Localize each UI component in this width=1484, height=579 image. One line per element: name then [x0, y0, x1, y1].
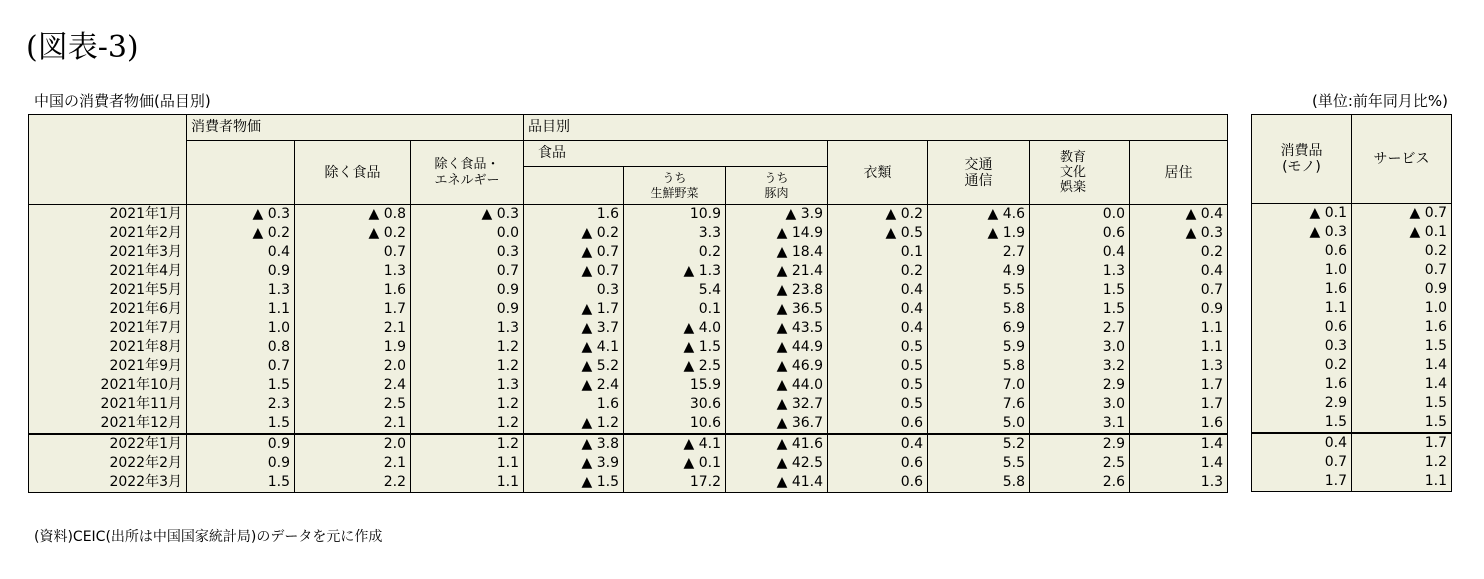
month-cell: 2021年12月 [29, 414, 187, 434]
value-cell: 1.3 [187, 281, 295, 300]
education-line3: 娯楽 [1060, 180, 1087, 195]
value-cell: 0.4 [828, 434, 928, 454]
value-cell: 0.4 [828, 281, 928, 300]
value-cell: 1.5 [1352, 413, 1452, 433]
month-header [29, 115, 187, 205]
value-cell: 0.6 [828, 473, 928, 493]
value-cell: 0.7 [295, 243, 411, 262]
value-cell: 1.6 [1252, 280, 1352, 299]
value-cell: ▲ 3.9 [726, 205, 828, 225]
value-cell: 0.4 [1130, 262, 1228, 281]
value-cell: 2.7 [1030, 319, 1130, 338]
value-cell: 1.1 [411, 454, 524, 473]
month-cell: 2021年7月 [29, 319, 187, 338]
value-cell: 1.3 [1130, 473, 1228, 493]
value-cell: 3.2 [1030, 357, 1130, 376]
value-cell: ▲ 0.1 [624, 454, 726, 473]
value-cell: 2.4 [295, 376, 411, 395]
value-cell: 0.8 [187, 338, 295, 357]
table-row [29, 338, 1228, 357]
value-cell: 1.5 [1030, 281, 1130, 300]
value-cell: ▲ 21.4 [726, 262, 828, 281]
value-cell: 5.8 [928, 357, 1030, 376]
source-note: (資料)CEIC(出所は中国国家統計局)のデータを元に作成 [34, 529, 383, 545]
value-cell: ▲ 0.5 [828, 224, 928, 243]
value-cell: ▲ 0.8 [295, 205, 411, 225]
value-cell: 0.0 [1030, 205, 1130, 225]
ex-food-energy-line1: 除く食品・ [434, 156, 500, 172]
value-cell: 5.5 [928, 454, 1030, 473]
value-cell: 1.7 [1130, 395, 1228, 414]
value-cell: ▲ 3.8 [524, 434, 624, 454]
value-cell: ▲ 46.9 [726, 357, 828, 376]
cpi-group-header: 消費者物価 [187, 115, 524, 141]
value-cell: 10.9 [624, 205, 726, 225]
table-row [29, 395, 1228, 414]
value-cell: ▲ 0.3 [187, 205, 295, 225]
month-cell: 2022年2月 [29, 454, 187, 473]
month-cell: 2021年8月 [29, 338, 187, 357]
value-cell: 1.7 [1252, 472, 1352, 492]
goods-header [1252, 115, 1352, 204]
value-cell: 2.9 [1030, 376, 1130, 395]
value-cell: 1.1 [187, 300, 295, 319]
value-cell: 0.3 [524, 281, 624, 300]
value-cell: 2.1 [295, 319, 411, 338]
value-cell: ▲ 3.9 [524, 454, 624, 473]
value-cell: ▲ 1.9 [928, 224, 1030, 243]
table-row [1252, 223, 1452, 242]
value-cell: 1.7 [295, 300, 411, 319]
value-cell: 1.3 [411, 376, 524, 395]
value-cell: 0.6 [1030, 224, 1130, 243]
table-row [1252, 394, 1452, 413]
cpi-table [28, 114, 1228, 493]
value-cell: ▲ 14.9 [726, 224, 828, 243]
table-row [1252, 280, 1452, 299]
value-cell: 1.6 [1252, 375, 1352, 394]
value-cell: 1.3 [295, 262, 411, 281]
value-cell: 0.9 [411, 300, 524, 319]
value-cell: 2.2 [295, 473, 411, 493]
value-cell: 1.1 [1130, 319, 1228, 338]
value-cell: ▲ 41.4 [726, 473, 828, 493]
value-cell: 0.1 [624, 300, 726, 319]
value-cell: 1.0 [1352, 299, 1452, 318]
value-cell: ▲ 44.0 [726, 376, 828, 395]
value-cell: 2.1 [295, 454, 411, 473]
veg-line2: 生鮮野菜 [650, 185, 699, 200]
value-cell: 5.0 [928, 414, 1030, 434]
value-cell: ▲ 18.4 [726, 243, 828, 262]
value-cell: 2.7 [928, 243, 1030, 262]
value-cell: 0.7 [1352, 261, 1452, 280]
table-row [29, 224, 1228, 243]
pork-line2: 豚肉 [764, 185, 789, 200]
value-cell: 1.5 [1352, 394, 1452, 413]
value-cell: 17.2 [624, 473, 726, 493]
table-row [29, 262, 1228, 281]
item-group-header: 品目別 [524, 115, 1228, 141]
table-row [1252, 299, 1452, 318]
value-cell: ▲ 0.3 [1130, 224, 1228, 243]
value-cell: 1.4 [1130, 434, 1228, 454]
value-cell: ▲ 0.2 [828, 205, 928, 225]
value-cell: 2.5 [295, 395, 411, 414]
value-cell: 0.2 [1352, 242, 1452, 261]
table-row [1252, 337, 1452, 356]
value-cell: 0.9 [187, 454, 295, 473]
value-cell: ▲ 0.7 [524, 243, 624, 262]
value-cell: ▲ 0.1 [1252, 204, 1352, 224]
value-cell: 0.6 [1252, 318, 1352, 337]
table-row [1252, 433, 1452, 453]
value-cell: 2.6 [1030, 473, 1130, 493]
table-row [1252, 472, 1452, 492]
value-cell: 0.9 [187, 434, 295, 454]
month-cell: 2021年2月 [29, 224, 187, 243]
value-cell: 1.5 [1030, 300, 1130, 319]
table-row [1252, 261, 1452, 280]
transport-header [928, 141, 1030, 205]
value-cell: ▲ 5.2 [524, 357, 624, 376]
table-row [29, 243, 1228, 262]
goods-services-body [1252, 204, 1452, 492]
education-line1: 教育 [1060, 150, 1087, 165]
value-cell: ▲ 36.5 [726, 300, 828, 319]
value-cell: 0.7 [1252, 453, 1352, 472]
veg-line1: うち [662, 170, 687, 185]
value-cell: 1.1 [1352, 472, 1452, 492]
table-row [29, 434, 1228, 454]
value-cell: 0.4 [1252, 433, 1352, 453]
value-cell: 5.4 [624, 281, 726, 300]
value-cell: 0.4 [828, 319, 928, 338]
value-cell: 1.2 [411, 338, 524, 357]
value-cell: 0.5 [828, 395, 928, 414]
cpi-header [187, 141, 295, 205]
value-cell: 1.6 [524, 205, 624, 225]
month-cell: 2021年9月 [29, 357, 187, 376]
value-cell: 1.3 [1130, 357, 1228, 376]
goods-line1: 消費品 [1280, 143, 1323, 159]
month-cell: 2021年3月 [29, 243, 187, 262]
table-row [1252, 318, 1452, 337]
ex-food-header: 除く食品 [295, 141, 411, 205]
value-cell: 0.4 [1030, 243, 1130, 262]
veg-header [624, 167, 726, 205]
value-cell: ▲ 0.4 [1130, 205, 1228, 225]
value-cell: ▲ 44.9 [726, 338, 828, 357]
value-cell: ▲ 23.8 [726, 281, 828, 300]
month-cell: 2021年11月 [29, 395, 187, 414]
clothing-header: 衣類 [828, 141, 928, 205]
pork-line1: うち [764, 170, 789, 185]
table-row [1252, 453, 1452, 472]
value-cell: ▲ 0.3 [411, 205, 524, 225]
value-cell: 1.0 [1252, 261, 1352, 280]
month-cell: 2021年10月 [29, 376, 187, 395]
month-cell: 2022年3月 [29, 473, 187, 493]
value-cell: ▲ 1.3 [624, 262, 726, 281]
value-cell: 0.5 [828, 357, 928, 376]
table-row [1252, 242, 1452, 261]
table-row [29, 376, 1228, 395]
value-cell: ▲ 1.2 [524, 414, 624, 434]
value-cell: 0.2 [624, 243, 726, 262]
value-cell: ▲ 0.2 [524, 224, 624, 243]
value-cell: 0.2 [1252, 356, 1352, 375]
value-cell: 0.7 [1130, 281, 1228, 300]
table-title: 中国の消費者物価(品目別) [34, 92, 211, 110]
value-cell: 1.1 [1252, 299, 1352, 318]
value-cell: 0.9 [1130, 300, 1228, 319]
value-cell: ▲ 42.5 [726, 454, 828, 473]
month-cell: 2021年5月 [29, 281, 187, 300]
value-cell: 0.2 [1130, 243, 1228, 262]
value-cell: ▲ 1.5 [624, 338, 726, 357]
value-cell: ▲ 4.0 [624, 319, 726, 338]
value-cell: 2.3 [187, 395, 295, 414]
value-cell: 2.1 [295, 414, 411, 434]
education-header [1030, 141, 1130, 205]
value-cell: 1.6 [295, 281, 411, 300]
month-cell: 2021年6月 [29, 300, 187, 319]
value-cell: 1.4 [1130, 454, 1228, 473]
value-cell: ▲ 41.6 [726, 434, 828, 454]
value-cell: 0.4 [187, 243, 295, 262]
value-cell: 0.3 [1252, 337, 1352, 356]
value-cell: 0.5 [828, 376, 928, 395]
value-cell: 5.2 [928, 434, 1030, 454]
value-cell: 0.9 [411, 281, 524, 300]
value-cell: 1.9 [295, 338, 411, 357]
value-cell: ▲ 0.1 [1352, 223, 1452, 242]
table-row [29, 205, 1228, 225]
value-cell: 0.1 [828, 243, 928, 262]
value-cell: 3.3 [624, 224, 726, 243]
value-cell: 3.0 [1030, 338, 1130, 357]
value-cell: 1.6 [524, 395, 624, 414]
value-cell: 1.7 [1352, 433, 1452, 453]
value-cell: ▲ 0.3 [1252, 223, 1352, 242]
table-row [1252, 356, 1452, 375]
value-cell: 7.0 [928, 376, 1030, 395]
goods-services-table [1251, 114, 1452, 492]
value-cell: 1.7 [1130, 376, 1228, 395]
value-cell: 3.1 [1030, 414, 1130, 434]
value-cell: ▲ 3.7 [524, 319, 624, 338]
value-cell: 10.6 [624, 414, 726, 434]
value-cell: 2.9 [1252, 394, 1352, 413]
value-cell: 30.6 [624, 395, 726, 414]
value-cell: 5.5 [928, 281, 1030, 300]
table-row [1252, 413, 1452, 433]
table-row [29, 414, 1228, 434]
table-row [1252, 375, 1452, 394]
value-cell: ▲ 1.7 [524, 300, 624, 319]
value-cell: 1.4 [1352, 375, 1452, 394]
figure-label: (図表-3) [26, 30, 139, 65]
value-cell: 0.9 [187, 262, 295, 281]
value-cell: 1.0 [187, 319, 295, 338]
value-cell: 1.6 [1130, 414, 1228, 434]
cpi-table-body [29, 205, 1228, 493]
value-cell: 1.2 [1352, 453, 1452, 472]
value-cell: ▲ 0.7 [524, 262, 624, 281]
value-cell: 0.7 [187, 357, 295, 376]
value-cell: 1.4 [1352, 356, 1452, 375]
value-cell: ▲ 2.5 [624, 357, 726, 376]
value-cell: 1.2 [411, 434, 524, 454]
table-row [29, 300, 1228, 319]
value-cell: ▲ 1.5 [524, 473, 624, 493]
value-cell: 0.6 [828, 454, 928, 473]
education-line2: 文化 [1060, 165, 1087, 180]
month-cell: 2022年1月 [29, 434, 187, 454]
value-cell: 5.9 [928, 338, 1030, 357]
value-cell: 2.5 [1030, 454, 1130, 473]
value-cell: 2.0 [295, 434, 411, 454]
value-cell: 1.5 [1352, 337, 1452, 356]
value-cell: 0.3 [411, 243, 524, 262]
value-cell: 0.7 [411, 262, 524, 281]
value-cell: ▲ 32.7 [726, 395, 828, 414]
month-cell: 2021年4月 [29, 262, 187, 281]
housing-header: 居住 [1130, 141, 1228, 205]
value-cell: 2.0 [295, 357, 411, 376]
table-row [29, 473, 1228, 493]
value-cell: ▲ 2.4 [524, 376, 624, 395]
value-cell: 1.3 [1030, 262, 1130, 281]
value-cell: ▲ 0.2 [295, 224, 411, 243]
value-cell: ▲ 4.1 [624, 434, 726, 454]
value-cell: 1.5 [187, 376, 295, 395]
value-cell: 0.6 [828, 414, 928, 434]
table-row [29, 319, 1228, 338]
transport-line2: 通信 [964, 172, 993, 189]
value-cell: 1.1 [411, 473, 524, 493]
transport-line1: 交通 [964, 156, 993, 173]
value-cell: 3.0 [1030, 395, 1130, 414]
food-header: 食品 [524, 141, 828, 167]
value-cell: ▲ 4.6 [928, 205, 1030, 225]
value-cell: 2.9 [1030, 434, 1130, 454]
value-cell: 5.8 [928, 300, 1030, 319]
unit-note: (単位:前年同月比%) [1311, 92, 1448, 110]
value-cell: 0.4 [828, 300, 928, 319]
value-cell: ▲ 43.5 [726, 319, 828, 338]
services-header: サービス [1352, 115, 1452, 204]
table-row [29, 281, 1228, 300]
value-cell: 0.0 [411, 224, 524, 243]
food-subheader [524, 167, 624, 205]
table-row [29, 357, 1228, 376]
value-cell: 7.6 [928, 395, 1030, 414]
value-cell: 0.9 [1352, 280, 1452, 299]
pork-header [726, 167, 828, 205]
value-cell: 1.1 [1130, 338, 1228, 357]
value-cell: 1.3 [411, 319, 524, 338]
value-cell: 1.2 [411, 414, 524, 434]
table-row [29, 454, 1228, 473]
value-cell: ▲ 36.7 [726, 414, 828, 434]
value-cell: 1.5 [187, 414, 295, 434]
goods-line2: (モノ) [1282, 159, 1321, 175]
value-cell: 1.2 [411, 357, 524, 376]
table-row [1252, 204, 1452, 224]
value-cell: 6.9 [928, 319, 1030, 338]
ex-food-energy-line2: エネルギー [434, 172, 500, 188]
value-cell: 1.2 [411, 395, 524, 414]
value-cell: 5.8 [928, 473, 1030, 493]
value-cell: ▲ 0.7 [1352, 204, 1452, 224]
value-cell: 1.5 [187, 473, 295, 493]
value-cell: 0.6 [1252, 242, 1352, 261]
value-cell: ▲ 4.1 [524, 338, 624, 357]
value-cell: 0.2 [828, 262, 928, 281]
value-cell: 1.6 [1352, 318, 1452, 337]
value-cell: 15.9 [624, 376, 726, 395]
value-cell: ▲ 0.2 [187, 224, 295, 243]
month-cell: 2021年1月 [29, 205, 187, 225]
value-cell: 1.5 [1252, 413, 1352, 433]
value-cell: 0.5 [828, 338, 928, 357]
value-cell: 4.9 [928, 262, 1030, 281]
ex-food-energy-header [411, 141, 524, 205]
